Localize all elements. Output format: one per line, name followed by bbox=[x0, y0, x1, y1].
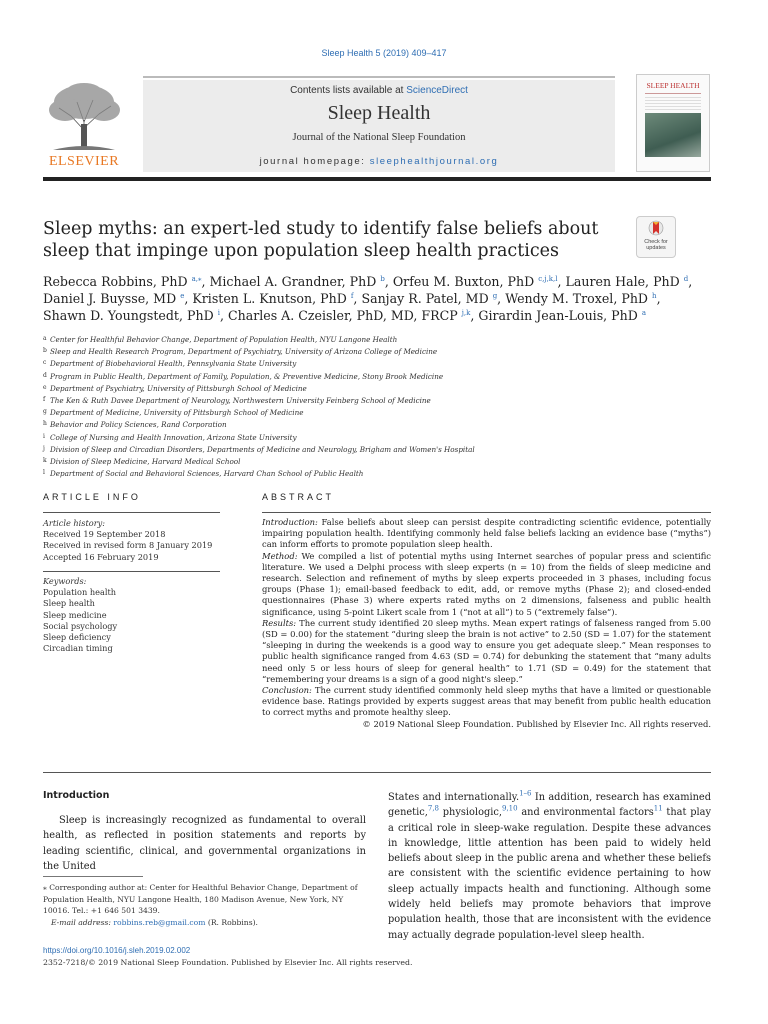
footnote-rule bbox=[43, 876, 143, 877]
accepted-date: Accepted 16 February 2019 bbox=[43, 551, 159, 562]
corresponding-author-footnote bbox=[43, 882, 366, 928]
author-list bbox=[43, 273, 723, 324]
affiliation-letter: f bbox=[43, 396, 46, 404]
journal-subtitle: Journal of the National Sleep Foundation bbox=[292, 132, 466, 143]
crossmark-label: Check for updates bbox=[644, 239, 668, 251]
body-text: In addition, research has examined genetic, bbox=[388, 792, 711, 819]
author-affiliation-marker[interactable]: h bbox=[652, 291, 657, 300]
body-column-right bbox=[388, 790, 711, 943]
journal-title: Sleep Health bbox=[327, 102, 431, 124]
abstract-conclusion bbox=[262, 685, 711, 719]
author-separator: , bbox=[201, 274, 210, 289]
author-affiliation-marker[interactable]: g bbox=[492, 291, 498, 300]
reference-link[interactable]: 9,10 bbox=[501, 805, 518, 814]
affiliation-letter: a bbox=[43, 335, 47, 342]
homepage-link[interactable]: sleephealthjournal.org bbox=[369, 156, 499, 167]
affiliation-letter: i bbox=[43, 432, 45, 440]
keywords-block bbox=[43, 576, 220, 654]
affiliation-text: Program in Public Health, Department of Family, Population, & Preventive Medicine, Stony Brook Medicine bbox=[50, 371, 444, 381]
keyword: Population health bbox=[43, 587, 117, 598]
reference-link[interactable]: 1–6 bbox=[519, 789, 532, 798]
journal-banner bbox=[143, 80, 615, 172]
section-label: Method: bbox=[262, 550, 298, 561]
article-history bbox=[43, 518, 220, 563]
affiliation-letter: e bbox=[43, 383, 47, 391]
affiliation-text: Division of Sleep and Circadian Disorders, Departments of Medicine and Neurology, Brigham and Women's Hospital bbox=[50, 444, 475, 454]
keyword: Social psychology bbox=[43, 620, 118, 631]
author-affiliation-marker[interactable]: a,⁎ bbox=[191, 274, 202, 283]
affiliation-item bbox=[43, 455, 643, 467]
author-separator: , bbox=[688, 274, 693, 289]
cover-rule bbox=[645, 93, 701, 94]
contents-line bbox=[143, 85, 615, 96]
body-column-left: Sleep is increasingly recognized as fundamental to overall health, as reflected in position statements and reports by leading scientific, clinical, and governmental organizations in the United bbox=[43, 815, 366, 872]
author-affiliation-marker[interactable]: d bbox=[683, 274, 689, 283]
affiliation-letter: d bbox=[43, 371, 47, 379]
affiliation-item bbox=[43, 333, 643, 345]
author-name[interactable]: Charles A. Czeisler, PhD, MD, FRCP bbox=[227, 308, 458, 323]
email-link[interactable]: robbins.reb@gmail.com bbox=[113, 917, 206, 927]
affiliation-letter: g bbox=[43, 408, 47, 416]
email-suffix: (R. Robbins). bbox=[205, 917, 258, 927]
revised-date: Received in revised form 8 January 2019 bbox=[43, 540, 213, 551]
keyword: Circadian timing bbox=[43, 643, 113, 654]
header-rule bbox=[43, 177, 711, 181]
affiliation-text: The Ken & Ruth Davee Department of Neurology, Northwestern University Feinberg School of Medicine bbox=[50, 396, 431, 406]
author-affiliation-marker[interactable]: e bbox=[180, 291, 185, 300]
author-affiliation-marker[interactable]: b bbox=[380, 274, 385, 283]
section-text: The current study identified 20 sleep myths. Mean expert ratings of falseness ranged from 5.00 (SD = 0.00) for the statement “during sleep the brain is not active” to 2.50 (SD = 1.07) for the statement “sleeping in during the weekends is a good way to ensure you get adequate sleep.” Mean responses to public health significance ranged from 4.63 (SD = 0.74) for debunking the statement that “many adults need only 5 or less hours of sleep for general health” to 1.71 (SD = 0.49) for the statement that “remembering your dreams is a sign of a good night's sleep.” bbox=[262, 617, 711, 684]
author-name[interactable]: Orfeu M. Buxton, PhD bbox=[392, 274, 535, 289]
reference-link[interactable]: 7,8 bbox=[427, 805, 439, 814]
author-name[interactable]: Shawn D. Youngstedt, PhD bbox=[43, 308, 214, 323]
section-label: Introduction: bbox=[262, 517, 318, 527]
affiliations-list bbox=[43, 333, 643, 479]
affiliation-letter: b bbox=[43, 347, 47, 355]
email-label: E-mail address: bbox=[51, 917, 111, 927]
crossmark-icon bbox=[648, 220, 664, 238]
body-text: that play a critical role in sleep-wake regulation. Despite these advances in knowledge, little attention has been paid to widely held beliefs about sleep in the public arena and whether these beliefs are consistent with the scientific evidence pertaining to how sleep actually impacts health and functioning. Although some widely held beliefs may promote behaviors that improve population health, those that are inconsistent with the evidence may actually degrade population-level sleep health. bbox=[388, 807, 711, 941]
affiliation-item bbox=[43, 406, 643, 418]
author-name[interactable]: Michael A. Grandner, PhD bbox=[209, 274, 377, 289]
author-affiliation-marker[interactable]: a bbox=[641, 308, 647, 317]
affiliation-letter: j bbox=[43, 444, 45, 452]
banner-top-rule bbox=[143, 76, 615, 78]
author-separator: , bbox=[219, 308, 228, 323]
journal-homepage bbox=[143, 156, 615, 167]
abstract-method bbox=[262, 551, 711, 618]
footnote-text: Corresponding author at: Center for Healthful Behavior Change, Department of Population Health, NYU Langone Health, 180 Madison Avenue, New York, NY 10016. Tel.: +1 646 501 3439. bbox=[43, 883, 358, 916]
abstract-rule bbox=[262, 512, 711, 513]
abstract-results bbox=[262, 618, 711, 685]
footnote-marker: ⁎ bbox=[43, 883, 47, 892]
author-affiliation-marker[interactable]: j,k bbox=[461, 308, 471, 317]
affiliation-letter: k bbox=[43, 457, 47, 465]
body-text: States and internationally. bbox=[388, 792, 520, 803]
history-label: Article history: bbox=[43, 518, 105, 528]
affiliation-text: Behavior and Policy Sciences, Rand Corporation bbox=[50, 420, 227, 430]
keyword: Sleep medicine bbox=[43, 609, 107, 620]
author-separator: , bbox=[384, 274, 393, 289]
check-for-updates-badge[interactable] bbox=[636, 216, 676, 258]
author-separator: , bbox=[470, 308, 479, 323]
author-separator: , bbox=[557, 274, 566, 289]
abstract-body bbox=[262, 517, 711, 730]
keyword: Sleep health bbox=[43, 598, 95, 609]
author-name[interactable]: Kristen L. Knutson, PhD bbox=[192, 291, 347, 306]
author-name[interactable]: Lauren Hale, PhD bbox=[565, 274, 680, 289]
affiliation-text: Sleep and Health Research Program, Department of Psychiatry, University of Arizona College of Medicine bbox=[50, 347, 438, 357]
affiliation-text: College of Nursing and Health Innovation, Arizona State University bbox=[50, 432, 297, 442]
abstract-copyright: © 2019 National Sleep Foundation. Published by Elsevier Inc. All rights reserved. bbox=[362, 718, 711, 729]
body-rule bbox=[43, 772, 711, 773]
journal-citation[interactable]: Sleep Health 5 (2019) 409–417 bbox=[321, 48, 447, 58]
affiliation-item bbox=[43, 467, 643, 479]
affiliation-letter: c bbox=[43, 359, 47, 367]
keywords-label: Keywords: bbox=[43, 576, 87, 586]
affiliation-item bbox=[43, 443, 643, 455]
author-name[interactable]: Sanjay R. Patel, MD bbox=[361, 291, 489, 306]
affiliation-item bbox=[43, 382, 643, 394]
author-name[interactable]: Wendy M. Troxel, PhD bbox=[505, 291, 649, 306]
author-affiliation-marker[interactable]: f bbox=[350, 291, 354, 300]
author-name[interactable]: Rebecca Robbins, PhD bbox=[43, 274, 188, 289]
section-label: Conclusion: bbox=[262, 685, 312, 696]
cover-text-lines bbox=[645, 97, 701, 111]
affiliation-letter: h bbox=[43, 420, 47, 428]
affiliation-item bbox=[43, 394, 643, 406]
affiliation-letter: l bbox=[43, 469, 45, 477]
body-text: physiologic, bbox=[439, 807, 502, 819]
section-text: We compiled a list of potential myths using Internet searches of popular press and scientific literature. We used a Delphi process with sleep experts (n = 10) from the fields of sleep medicine and research. Selection and refinement of myths by sleep experts proceeded in 3 phases, including focus groups (Phase 1); email-based feedback to edit, add, or remove myths (Phase 2); and closed-ended questionnaires (Phase 3) where experts rated myths on 2 dimensions, falseness and public health significance, using 5-point Likert scale from 1 (“not at all”) to 5 (“extremely false”). bbox=[262, 550, 711, 617]
author-name[interactable]: Daniel J. Buysse, MD bbox=[43, 291, 177, 306]
keyword: Sleep deficiency bbox=[43, 632, 111, 643]
author-affiliation-marker[interactable]: i bbox=[217, 308, 220, 317]
article-title: Sleep myths: an expert-led study to identify false beliefs about sleep that impinge upon population sleep health practices bbox=[43, 219, 599, 261]
affiliation-text: Department of Medicine, University of Pittsburgh School of Medicine bbox=[50, 408, 304, 418]
section-text: False beliefs about sleep can persist despite contradicting scientific evidence, potentially impairing population health. Identifying commonly held false beliefs lacking an evidence base (“myths”) can inform efforts to promote population sleep health. bbox=[262, 517, 711, 550]
affiliation-item bbox=[43, 418, 643, 430]
affiliation-item bbox=[43, 370, 643, 382]
affiliation-text: Department of Social and Behavioral Sciences, Harvard Chan School of Public Health bbox=[50, 469, 364, 479]
author-name[interactable]: Girardin Jean-Louis, PhD bbox=[478, 308, 638, 323]
keywords-rule bbox=[43, 571, 220, 572]
affiliation-item bbox=[43, 345, 643, 357]
article-info-heading: ARTICLE INFO bbox=[43, 492, 141, 502]
introduction-heading: Introduction bbox=[43, 790, 110, 801]
abstract-heading: ABSTRACT bbox=[262, 492, 335, 502]
affiliation-text: Center for Healthful Behavior Change, Department of Population Health, NYU Langone Health bbox=[50, 335, 398, 344]
author-separator: , bbox=[184, 291, 193, 306]
reference-link[interactable]: 11 bbox=[653, 805, 663, 814]
tree-icon bbox=[43, 80, 125, 152]
journal-cover-thumbnail[interactable] bbox=[636, 74, 710, 172]
author-affiliation-marker[interactable]: c,j,k,l bbox=[538, 274, 558, 283]
author-separator: , bbox=[497, 291, 506, 306]
affiliation-text: Department of Psychiatry, University of Pittsburgh School of Medicine bbox=[50, 383, 307, 393]
author-separator: , bbox=[656, 291, 661, 306]
homepage-prefix: journal homepage: bbox=[259, 156, 370, 167]
abstract-introduction bbox=[262, 517, 711, 551]
cover-image bbox=[645, 113, 701, 157]
issn-copyright: 2352-7218/© 2019 National Sleep Foundation. Published by Elsevier Inc. All rights reserved. bbox=[43, 958, 413, 967]
received-date: Received 19 September 2018 bbox=[43, 529, 166, 540]
elsevier-wordmark: ELSEVIER bbox=[48, 154, 120, 169]
article-info-rule bbox=[43, 512, 220, 513]
affiliation-text: Division of Sleep Medicine, Harvard Medical School bbox=[50, 457, 241, 467]
sciencedirect-link[interactable]: ScienceDirect bbox=[406, 85, 468, 96]
affiliation-item bbox=[43, 431, 643, 443]
doi-link[interactable]: https://doi.org/10.1016/j.sleh.2019.02.002 bbox=[43, 946, 191, 955]
affiliation-item bbox=[43, 357, 643, 369]
section-label: Results: bbox=[262, 617, 297, 628]
affiliation-text: Department of Biobehavioral Health, Pennsylvania State University bbox=[50, 359, 297, 369]
cover-title: SLEEP HEALTH bbox=[646, 81, 700, 90]
body-text: and environmental factors bbox=[517, 807, 654, 819]
contents-prefix: Contents lists available at bbox=[290, 85, 407, 96]
section-text: The current study identified commonly held sleep myths that have a limited or questionable evidence base. Ratings provided by experts suggest areas that may benefit from public health education to correct myths and promote healthy sleep. bbox=[262, 685, 711, 718]
author-separator: , bbox=[353, 291, 362, 306]
